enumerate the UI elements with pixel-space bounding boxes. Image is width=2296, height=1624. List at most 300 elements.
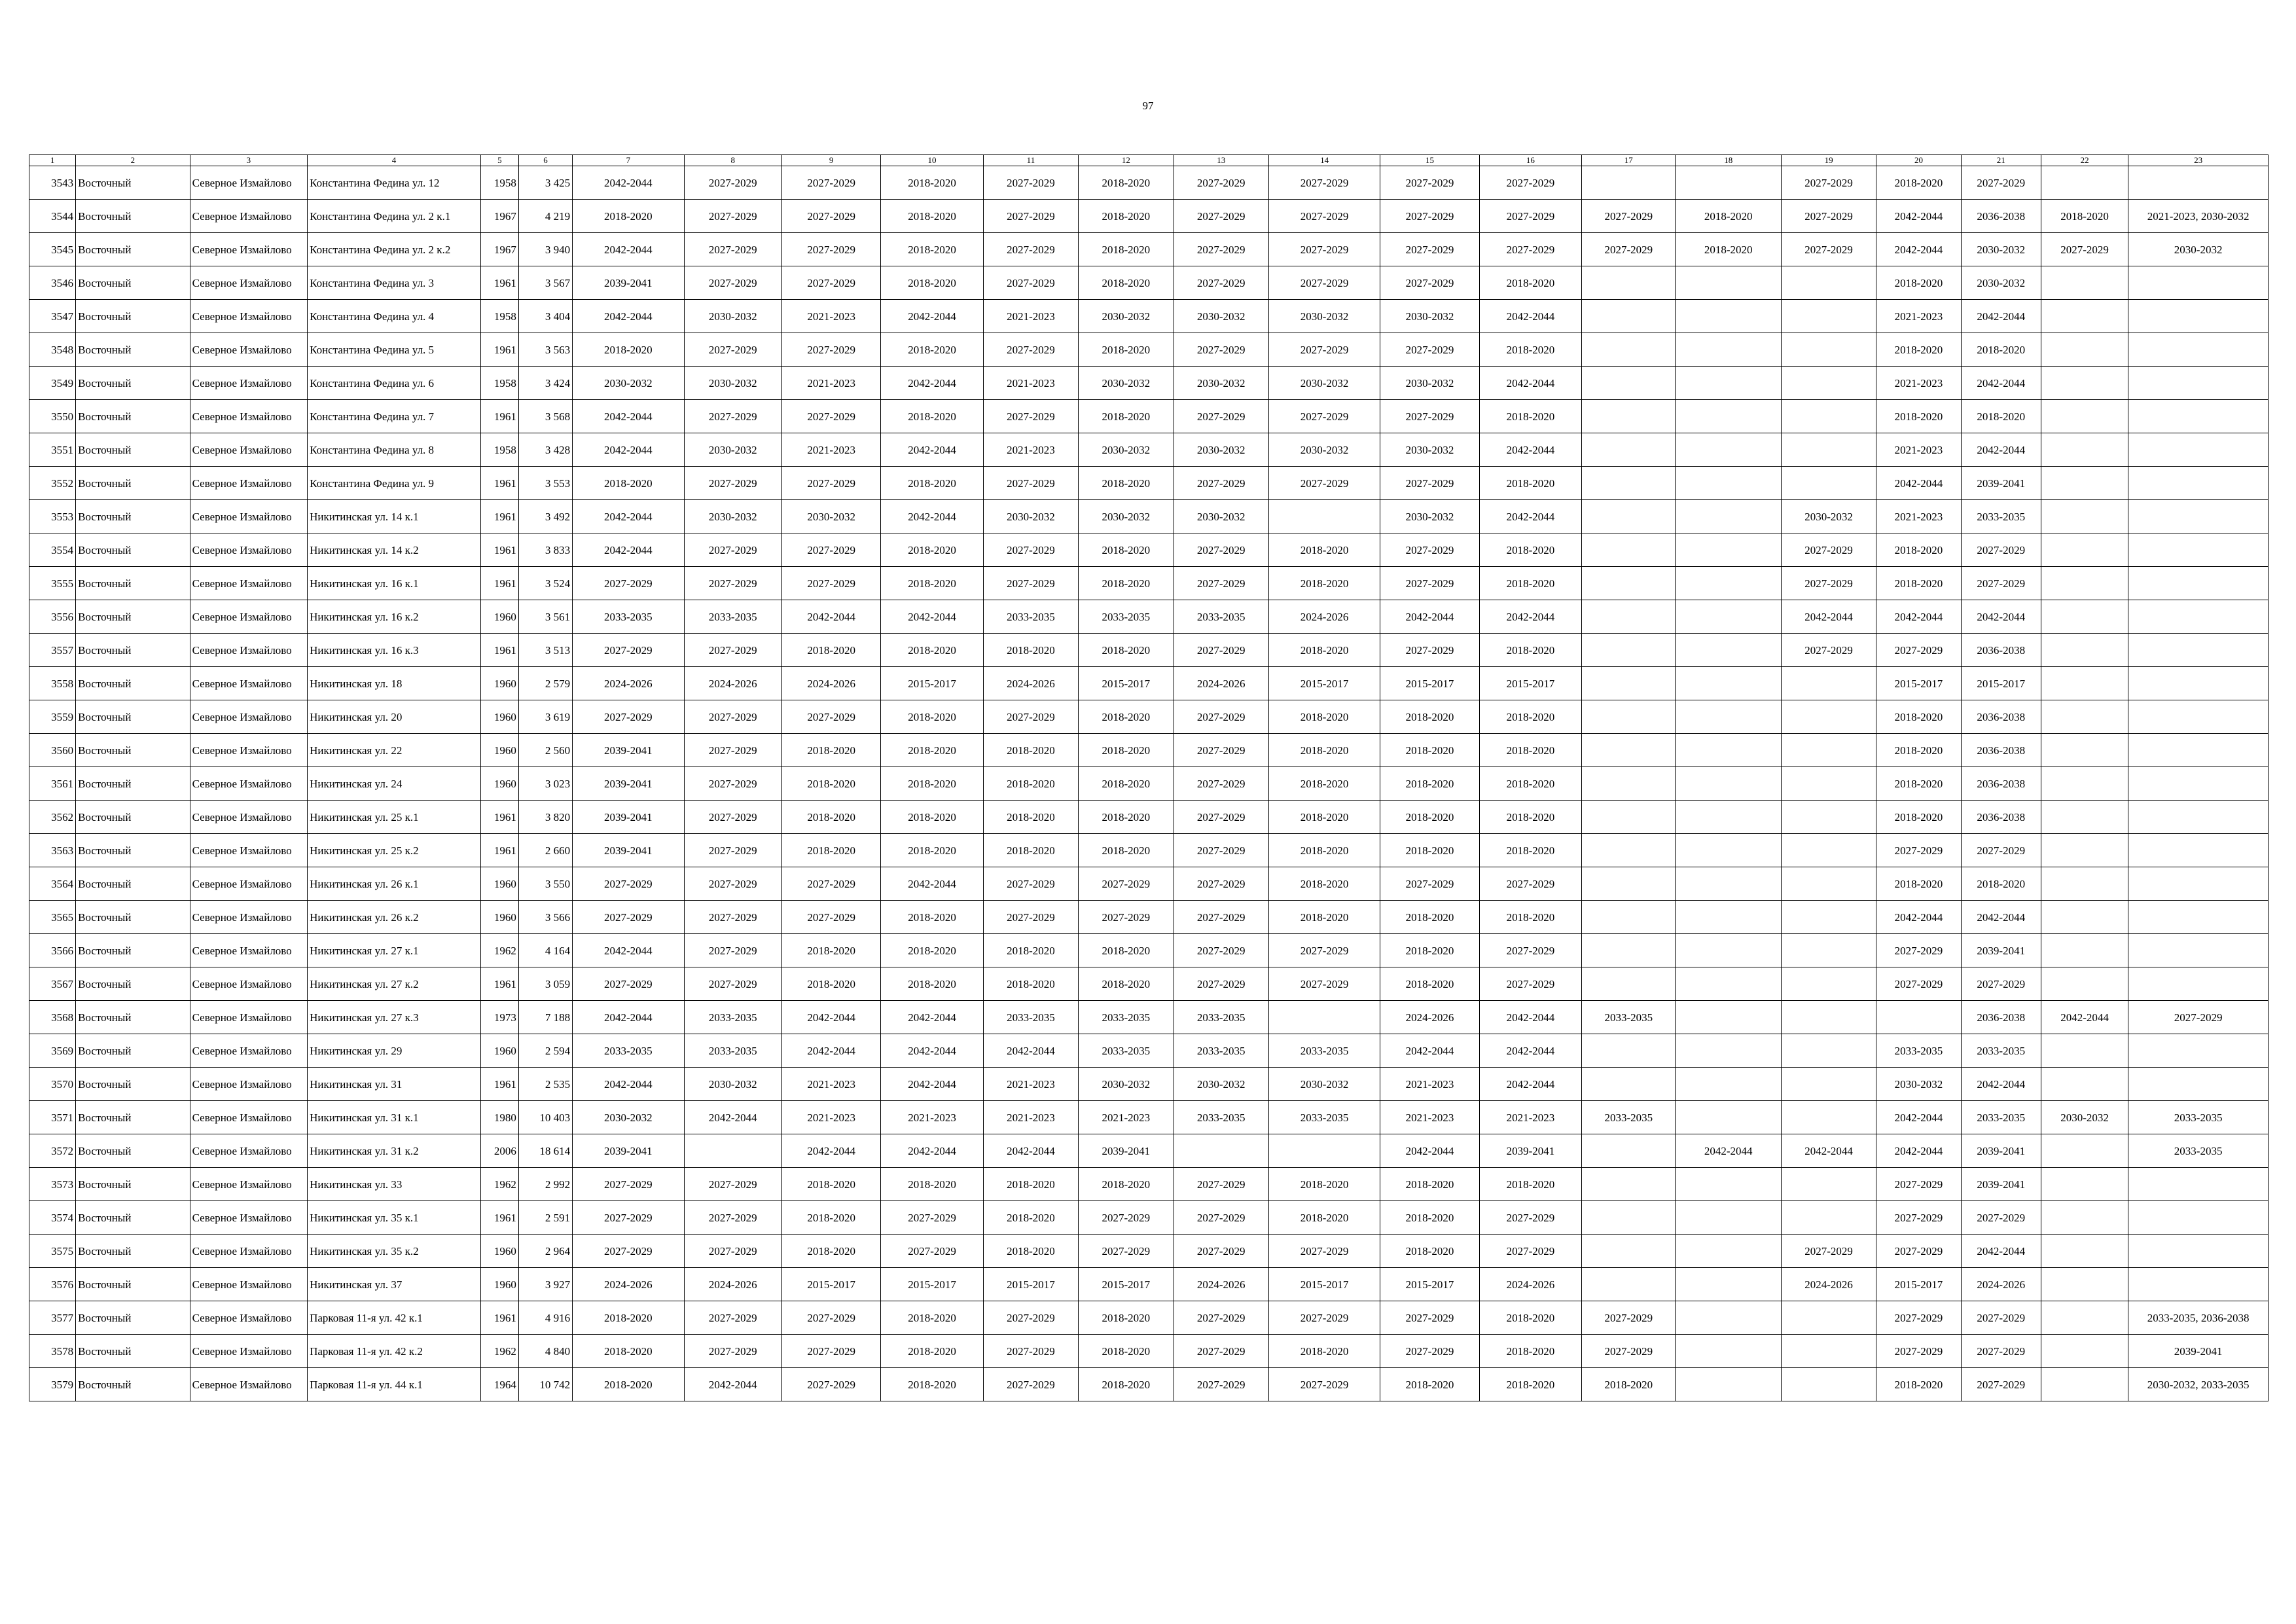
table-cell-col-8: 2027-2029 — [684, 700, 781, 734]
table-cell-col-14: 2018-2020 — [1268, 767, 1380, 801]
table-cell-col-10: 2018-2020 — [881, 1168, 983, 1201]
table-cell-col-11: 2024-2026 — [983, 667, 1078, 700]
table-cell-col-8: 2027-2029 — [684, 767, 781, 801]
table-cell-col-1: 3545 — [29, 233, 76, 266]
table-cell-col-17 — [1582, 300, 1676, 333]
table-cell-col-7: 2027-2029 — [573, 1201, 684, 1235]
table-cell-col-12: 2030-2032 — [1079, 1068, 1174, 1101]
table-cell-col-12: 2018-2020 — [1079, 934, 1174, 967]
table-cell-col-20: 2027-2029 — [1876, 1235, 1961, 1268]
table-cell-col-20: 2018-2020 — [1876, 533, 1961, 567]
table-cell-col-19 — [1781, 767, 1876, 801]
table-cell-col-1: 3563 — [29, 834, 76, 867]
table-cell-col-15: 2018-2020 — [1380, 801, 1479, 834]
table-cell-col-11: 2027-2029 — [983, 700, 1078, 734]
table-cell-col-22 — [2041, 1168, 2128, 1201]
table-cell-col-22: 2030-2032 — [2041, 1101, 2128, 1134]
table-cell-col-7: 2024-2026 — [573, 667, 684, 700]
table-cell-col-7: 2042-2044 — [573, 533, 684, 567]
table-cell-col-22 — [2041, 600, 2128, 634]
table-cell-col-22 — [2041, 500, 2128, 533]
table-cell-col-12: 2018-2020 — [1079, 400, 1174, 433]
table-cell-col-14: 2018-2020 — [1268, 1168, 1380, 1201]
table-cell-col-7: 2018-2020 — [573, 200, 684, 233]
table-cell-col-12: 2018-2020 — [1079, 634, 1174, 667]
table-cell-col-6: 2 560 — [518, 734, 572, 767]
table-cell-col-15: 2018-2020 — [1380, 967, 1479, 1001]
table-cell-col-20: 2021-2023 — [1876, 367, 1961, 400]
column-number-cell: 18 — [1676, 155, 1781, 166]
table-cell-col-17 — [1582, 1068, 1676, 1101]
table-cell-col-2: Восточный — [76, 1368, 190, 1401]
table-cell-col-21: 2042-2044 — [1961, 433, 2041, 467]
table-cell-col-8: 2033-2035 — [684, 600, 781, 634]
table-cell-col-18 — [1676, 1034, 1781, 1068]
table-cell-col-16: 2018-2020 — [1479, 734, 1581, 767]
table-cell-col-16: 2018-2020 — [1479, 400, 1581, 433]
table-cell-col-9: 2018-2020 — [781, 1201, 880, 1235]
table-cell-col-14: 2024-2026 — [1268, 600, 1380, 634]
table-cell-col-10: 2018-2020 — [881, 901, 983, 934]
table-cell-col-5: 1960 — [480, 667, 518, 700]
table-cell-col-10: 2042-2044 — [881, 1134, 983, 1168]
table-cell-col-12: 2018-2020 — [1079, 1368, 1174, 1401]
table-cell-col-5: 1962 — [480, 1335, 518, 1368]
table-cell-col-23 — [2128, 333, 2269, 367]
table-cell-col-2: Восточный — [76, 1268, 190, 1301]
table-cell-col-10: 2018-2020 — [881, 934, 983, 967]
table-cell-col-2: Восточный — [76, 901, 190, 934]
table-cell-col-8: 2027-2029 — [684, 934, 781, 967]
table-cell-col-21: 2042-2044 — [1961, 1068, 2041, 1101]
table-cell-col-22 — [2041, 867, 2128, 901]
table-cell-col-22 — [2041, 767, 2128, 801]
table-cell-col-11: 2018-2020 — [983, 1168, 1078, 1201]
table-cell-col-16: 2018-2020 — [1479, 1368, 1581, 1401]
table-cell-col-7: 2018-2020 — [573, 1301, 684, 1335]
table-cell-col-13: 2027-2029 — [1174, 934, 1268, 967]
table-cell-col-10: 2042-2044 — [881, 1068, 983, 1101]
table-cell-col-7: 2042-2044 — [573, 1068, 684, 1101]
table-cell-col-17 — [1582, 166, 1676, 200]
table-cell-col-11: 2027-2029 — [983, 901, 1078, 934]
table-cell-col-13: 2024-2026 — [1174, 667, 1268, 700]
table-cell-col-20: 2027-2029 — [1876, 834, 1961, 867]
table-cell-col-21: 2018-2020 — [1961, 867, 2041, 901]
table-cell-col-11: 2021-2023 — [983, 300, 1078, 333]
table-cell-col-15: 2018-2020 — [1380, 901, 1479, 934]
table-cell-col-4: Парковая 11-я ул. 42 к.2 — [308, 1335, 481, 1368]
table-cell-col-21: 2036-2038 — [1961, 634, 2041, 667]
table-cell-col-3: Северное Измайлово — [190, 1034, 307, 1068]
table-cell-col-19: 2027-2029 — [1781, 233, 1876, 266]
table-cell-col-11: 2027-2029 — [983, 166, 1078, 200]
table-cell-col-13 — [1174, 1134, 1268, 1168]
table-cell-col-7: 2039-2041 — [573, 834, 684, 867]
table-cell-col-19 — [1781, 1201, 1876, 1235]
table-row — [29, 1201, 2269, 1235]
table-cell-col-3: Северное Измайлово — [190, 734, 307, 767]
table-cell-col-2: Восточный — [76, 1301, 190, 1335]
table-cell-col-4: Никитинская ул. 18 — [308, 667, 481, 700]
table-cell-col-1: 3543 — [29, 166, 76, 200]
table-cell-col-11: 2018-2020 — [983, 634, 1078, 667]
table-cell-col-17 — [1582, 867, 1676, 901]
table-cell-col-23: 2021-2023, 2030-2032 — [2128, 200, 2269, 233]
table-cell-col-5: 1961 — [480, 266, 518, 300]
table-cell-col-21: 2036-2038 — [1961, 1001, 2041, 1034]
table-cell-col-9: 2027-2029 — [781, 233, 880, 266]
table-cell-col-2: Восточный — [76, 533, 190, 567]
table-cell-col-8 — [684, 1134, 781, 1168]
table-cell-col-20: 2018-2020 — [1876, 567, 1961, 600]
table-cell-col-17 — [1582, 1034, 1676, 1068]
table-cell-col-22 — [2041, 567, 2128, 600]
table-cell-col-23 — [2128, 1201, 2269, 1235]
table-cell-col-4: Никитинская ул. 31 к.1 — [308, 1101, 481, 1134]
table-row — [29, 834, 2269, 867]
table-cell-col-16: 2042-2044 — [1479, 1034, 1581, 1068]
table-cell-col-12: 2018-2020 — [1079, 567, 1174, 600]
table-cell-col-12: 2030-2032 — [1079, 300, 1174, 333]
column-number-cell: 23 — [2128, 155, 2269, 166]
table-cell-col-15: 2018-2020 — [1380, 834, 1479, 867]
table-cell-col-19 — [1781, 801, 1876, 834]
table-cell-col-12: 2018-2020 — [1079, 467, 1174, 500]
table-cell-col-13: 2027-2029 — [1174, 767, 1268, 801]
table-cell-col-7: 2027-2029 — [573, 567, 684, 600]
table-cell-col-21: 2027-2029 — [1961, 567, 2041, 600]
table-cell-col-1: 3558 — [29, 667, 76, 700]
table-cell-col-8: 2030-2032 — [684, 367, 781, 400]
column-number-cell: 15 — [1380, 155, 1479, 166]
table-cell-col-12: 2018-2020 — [1079, 533, 1174, 567]
table-cell-col-8: 2027-2029 — [684, 834, 781, 867]
table-cell-col-15: 2018-2020 — [1380, 700, 1479, 734]
table-cell-col-4: Никитинская ул. 31 — [308, 1068, 481, 1101]
table-cell-col-1: 3551 — [29, 433, 76, 467]
table-cell-col-23 — [2128, 634, 2269, 667]
table-cell-col-7: 2042-2044 — [573, 1001, 684, 1034]
table-cell-col-23: 2030-2032, 2033-2035 — [2128, 1368, 2269, 1401]
table-cell-col-16: 2027-2029 — [1479, 934, 1581, 967]
table-cell-col-9: 2021-2023 — [781, 367, 880, 400]
table-cell-col-22 — [2041, 400, 2128, 433]
table-cell-col-17: 2027-2029 — [1582, 233, 1676, 266]
table-cell-col-21: 2036-2038 — [1961, 200, 2041, 233]
table-cell-col-4: Никитинская ул. 35 к.2 — [308, 1235, 481, 1268]
table-cell-col-11: 2027-2029 — [983, 1368, 1078, 1401]
table-cell-col-8: 2027-2029 — [684, 967, 781, 1001]
table-cell-col-17 — [1582, 567, 1676, 600]
table-cell-col-14: 2030-2032 — [1268, 1068, 1380, 1101]
table-cell-col-15: 2042-2044 — [1380, 1134, 1479, 1168]
table-cell-col-2: Восточный — [76, 1001, 190, 1034]
table-cell-col-18 — [1676, 901, 1781, 934]
table-cell-col-13: 2027-2029 — [1174, 1368, 1268, 1401]
table-cell-col-3: Северное Измайлово — [190, 1201, 307, 1235]
table-cell-col-15: 2027-2029 — [1380, 166, 1479, 200]
table-cell-col-13: 2027-2029 — [1174, 1301, 1268, 1335]
table-cell-col-13: 2030-2032 — [1174, 500, 1268, 533]
table-cell-col-5: 1961 — [480, 967, 518, 1001]
table-row — [29, 1301, 2269, 1335]
table-cell-col-23 — [2128, 533, 2269, 567]
table-cell-col-7: 2024-2026 — [573, 1268, 684, 1301]
table-cell-col-14: 2030-2032 — [1268, 300, 1380, 333]
table-cell-col-2: Восточный — [76, 467, 190, 500]
table-cell-col-7: 2018-2020 — [573, 1368, 684, 1401]
table-row — [29, 200, 2269, 233]
table-cell-col-18 — [1676, 1235, 1781, 1268]
table-cell-col-2: Восточный — [76, 700, 190, 734]
table-cell-col-13: 2027-2029 — [1174, 1335, 1268, 1368]
table-cell-col-22: 2042-2044 — [2041, 1001, 2128, 1034]
table-cell-col-14: 2018-2020 — [1268, 1201, 1380, 1235]
table-cell-col-23 — [2128, 934, 2269, 967]
table-cell-col-1: 3570 — [29, 1068, 76, 1101]
table-cell-col-4: Никитинская ул. 37 — [308, 1268, 481, 1301]
table-cell-col-3: Северное Измайлово — [190, 300, 307, 333]
table-cell-col-23 — [2128, 767, 2269, 801]
column-number-cell: 12 — [1079, 155, 1174, 166]
table-cell-col-8: 2027-2029 — [684, 567, 781, 600]
table-cell-col-14 — [1268, 1001, 1380, 1034]
table-cell-col-19 — [1781, 367, 1876, 400]
table-cell-col-3: Северное Измайлово — [190, 200, 307, 233]
table-cell-col-1: 3550 — [29, 400, 76, 433]
table-cell-col-20: 2027-2029 — [1876, 934, 1961, 967]
table-cell-col-16: 2018-2020 — [1479, 700, 1581, 734]
table-cell-col-4: Парковая 11-я ул. 42 к.1 — [308, 1301, 481, 1335]
table-row — [29, 233, 2269, 266]
table-cell-col-19: 2042-2044 — [1781, 1134, 1876, 1168]
table-cell-col-19 — [1781, 734, 1876, 767]
table-cell-col-5: 1973 — [480, 1001, 518, 1034]
table-cell-col-20: 2042-2044 — [1876, 1101, 1961, 1134]
table-cell-col-3: Северное Измайлово — [190, 1001, 307, 1034]
table-row — [29, 166, 2269, 200]
table-cell-col-19 — [1781, 1068, 1876, 1101]
column-number-cell: 14 — [1268, 155, 1380, 166]
table-cell-col-15: 2027-2029 — [1380, 400, 1479, 433]
table-cell-col-9: 2042-2044 — [781, 1134, 880, 1168]
table-cell-col-10: 2018-2020 — [881, 200, 983, 233]
table-cell-col-23 — [2128, 834, 2269, 867]
table-cell-col-10: 2018-2020 — [881, 967, 983, 1001]
table-cell-col-7: 2042-2044 — [573, 300, 684, 333]
table-cell-col-21: 2039-2041 — [1961, 467, 2041, 500]
table-cell-col-12: 2039-2041 — [1079, 1134, 1174, 1168]
table-cell-col-10: 2042-2044 — [881, 433, 983, 467]
table-cell-col-6: 2 594 — [518, 1034, 572, 1068]
table-cell-col-6: 3 833 — [518, 533, 572, 567]
table-cell-col-17 — [1582, 500, 1676, 533]
table-cell-col-6: 3 568 — [518, 400, 572, 433]
column-number-cell: 8 — [684, 155, 781, 166]
table-cell-col-5: 1960 — [480, 867, 518, 901]
table-cell-col-19: 2027-2029 — [1781, 1235, 1876, 1268]
table-cell-col-12: 2018-2020 — [1079, 1168, 1174, 1201]
table-cell-col-12: 2018-2020 — [1079, 333, 1174, 367]
table-cell-col-12: 2027-2029 — [1079, 867, 1174, 901]
table-cell-col-9: 2042-2044 — [781, 1001, 880, 1034]
table-cell-col-16: 2018-2020 — [1479, 533, 1581, 567]
table-cell-col-21: 2042-2044 — [1961, 367, 2041, 400]
table-cell-col-22 — [2041, 934, 2128, 967]
table-cell-col-19 — [1781, 1101, 1876, 1134]
table-cell-col-13: 2027-2029 — [1174, 1235, 1268, 1268]
table-cell-col-4: Константина Федина ул. 7 — [308, 400, 481, 433]
table-cell-col-5: 1961 — [480, 1301, 518, 1335]
table-cell-col-16: 2018-2020 — [1479, 1335, 1581, 1368]
table-cell-col-15: 2021-2023 — [1380, 1101, 1479, 1134]
table-cell-col-2: Восточный — [76, 1235, 190, 1268]
table-cell-col-18: 2018-2020 — [1676, 233, 1781, 266]
column-number-cell: 20 — [1876, 155, 1961, 166]
table-cell-col-9: 2027-2029 — [781, 700, 880, 734]
table-cell-col-11: 2021-2023 — [983, 433, 1078, 467]
table-cell-col-6: 4 164 — [518, 934, 572, 967]
table-cell-col-16: 2018-2020 — [1479, 266, 1581, 300]
table-cell-col-2: Восточный — [76, 1034, 190, 1068]
table-cell-col-15: 2018-2020 — [1380, 934, 1479, 967]
table-cell-col-23: 2030-2032 — [2128, 233, 2269, 266]
table-cell-col-9: 2027-2029 — [781, 467, 880, 500]
table-cell-col-14: 2027-2029 — [1268, 400, 1380, 433]
table-cell-col-9: 2018-2020 — [781, 1235, 880, 1268]
table-cell-col-16: 2042-2044 — [1479, 1001, 1581, 1034]
table-cell-col-7: 2042-2044 — [573, 400, 684, 433]
table-cell-col-23: 2033-2035 — [2128, 1101, 2269, 1134]
table-cell-col-11: 2042-2044 — [983, 1034, 1078, 1068]
table-cell-col-10: 2018-2020 — [881, 734, 983, 767]
table-cell-col-23 — [2128, 1235, 2269, 1268]
table-cell-col-18: 2042-2044 — [1676, 1134, 1781, 1168]
table-cell-col-13: 2033-2035 — [1174, 1101, 1268, 1134]
table-cell-col-4: Константина Федина ул. 12 — [308, 166, 481, 200]
table-cell-col-11: 2027-2029 — [983, 333, 1078, 367]
table-cell-col-1: 3573 — [29, 1168, 76, 1201]
table-cell-col-4: Константина Федина ул. 5 — [308, 333, 481, 367]
table-cell-col-2: Восточный — [76, 233, 190, 266]
table-cell-col-16: 2039-2041 — [1479, 1134, 1581, 1168]
table-cell-col-7: 2042-2044 — [573, 500, 684, 533]
table-cell-col-14: 2027-2029 — [1268, 266, 1380, 300]
table-cell-col-6: 2 964 — [518, 1235, 572, 1268]
table-cell-col-23 — [2128, 967, 2269, 1001]
table-cell-col-23 — [2128, 266, 2269, 300]
table-cell-col-10: 2021-2023 — [881, 1101, 983, 1134]
table-cell-col-19 — [1781, 700, 1876, 734]
table-cell-col-6: 3 619 — [518, 700, 572, 734]
table-cell-col-15: 2024-2026 — [1380, 1001, 1479, 1034]
table-cell-col-5: 1958 — [480, 300, 518, 333]
table-cell-col-10: 2018-2020 — [881, 467, 983, 500]
table-row — [29, 734, 2269, 767]
table-cell-col-9: 2027-2029 — [781, 1301, 880, 1335]
table-cell-col-20: 2018-2020 — [1876, 734, 1961, 767]
table-cell-col-2: Восточный — [76, 1068, 190, 1101]
table-cell-col-2: Восточный — [76, 166, 190, 200]
table-cell-col-21: 2027-2029 — [1961, 1201, 2041, 1235]
table-cell-col-21: 2039-2041 — [1961, 934, 2041, 967]
table-cell-col-5: 1958 — [480, 367, 518, 400]
table-cell-col-4: Никитинская ул. 14 к.1 — [308, 500, 481, 533]
table-cell-col-13: 2027-2029 — [1174, 734, 1268, 767]
table-cell-col-4: Константина Федина ул. 4 — [308, 300, 481, 333]
table-cell-col-8: 2030-2032 — [684, 500, 781, 533]
table-cell-col-18 — [1676, 467, 1781, 500]
table-cell-col-23 — [2128, 300, 2269, 333]
table-cell-col-7: 2027-2029 — [573, 634, 684, 667]
table-cell-col-17: 2033-2035 — [1582, 1101, 1676, 1134]
table-cell-col-6: 2 660 — [518, 834, 572, 867]
table-cell-col-20: 2018-2020 — [1876, 333, 1961, 367]
table-cell-col-1: 3562 — [29, 801, 76, 834]
table-cell-col-21: 2042-2044 — [1961, 1235, 2041, 1268]
table-cell-col-1: 3546 — [29, 266, 76, 300]
table-cell-col-8: 2024-2026 — [684, 667, 781, 700]
table-cell-col-18: 2018-2020 — [1676, 200, 1781, 233]
table-cell-col-10: 2018-2020 — [881, 266, 983, 300]
table-cell-col-19 — [1781, 1001, 1876, 1034]
table-cell-col-4: Никитинская ул. 31 к.2 — [308, 1134, 481, 1168]
table-cell-col-21: 2027-2029 — [1961, 967, 2041, 1001]
table-cell-col-19 — [1781, 300, 1876, 333]
table-cell-col-14: 2015-2017 — [1268, 667, 1380, 700]
table-cell-col-7: 2030-2032 — [573, 1101, 684, 1134]
table-cell-col-13: 2027-2029 — [1174, 233, 1268, 266]
table-cell-col-3: Северное Измайлово — [190, 533, 307, 567]
table-cell-col-11: 2018-2020 — [983, 967, 1078, 1001]
table-row — [29, 901, 2269, 934]
table-cell-col-22 — [2041, 433, 2128, 467]
table-cell-col-1: 3577 — [29, 1301, 76, 1335]
table-cell-col-5: 1961 — [480, 567, 518, 600]
table-cell-col-12: 2015-2017 — [1079, 667, 1174, 700]
table-cell-col-5: 1961 — [480, 533, 518, 567]
table-cell-col-22 — [2041, 467, 2128, 500]
table-cell-col-12: 2018-2020 — [1079, 166, 1174, 200]
column-number-cell: 19 — [1781, 155, 1876, 166]
table-cell-col-19: 2027-2029 — [1781, 166, 1876, 200]
table-cell-col-12: 2018-2020 — [1079, 834, 1174, 867]
table-cell-col-8: 2024-2026 — [684, 1268, 781, 1301]
table-cell-col-7: 2042-2044 — [573, 934, 684, 967]
table-cell-col-10: 2018-2020 — [881, 567, 983, 600]
table-cell-col-12: 2018-2020 — [1079, 1301, 1174, 1335]
table-cell-col-9: 2021-2023 — [781, 1068, 880, 1101]
table-cell-col-6: 3 550 — [518, 867, 572, 901]
table-cell-col-7: 2018-2020 — [573, 467, 684, 500]
table-cell-col-20: 2015-2017 — [1876, 667, 1961, 700]
table-cell-col-13: 2027-2029 — [1174, 967, 1268, 1001]
table-cell-col-5: 1961 — [480, 1068, 518, 1101]
table-cell-col-11: 2018-2020 — [983, 767, 1078, 801]
table-cell-col-1: 3553 — [29, 500, 76, 533]
table-cell-col-14: 2018-2020 — [1268, 1335, 1380, 1368]
table-cell-col-13: 2030-2032 — [1174, 367, 1268, 400]
table-cell-col-5: 1962 — [480, 934, 518, 967]
table-cell-col-17: 2027-2029 — [1582, 1301, 1676, 1335]
table-cell-col-23 — [2128, 467, 2269, 500]
table-cell-col-10: 2015-2017 — [881, 1268, 983, 1301]
table-cell-col-2: Восточный — [76, 801, 190, 834]
table-cell-col-18 — [1676, 367, 1781, 400]
table-cell-col-17 — [1582, 266, 1676, 300]
capital-repair-schedule-table — [29, 154, 2269, 1401]
